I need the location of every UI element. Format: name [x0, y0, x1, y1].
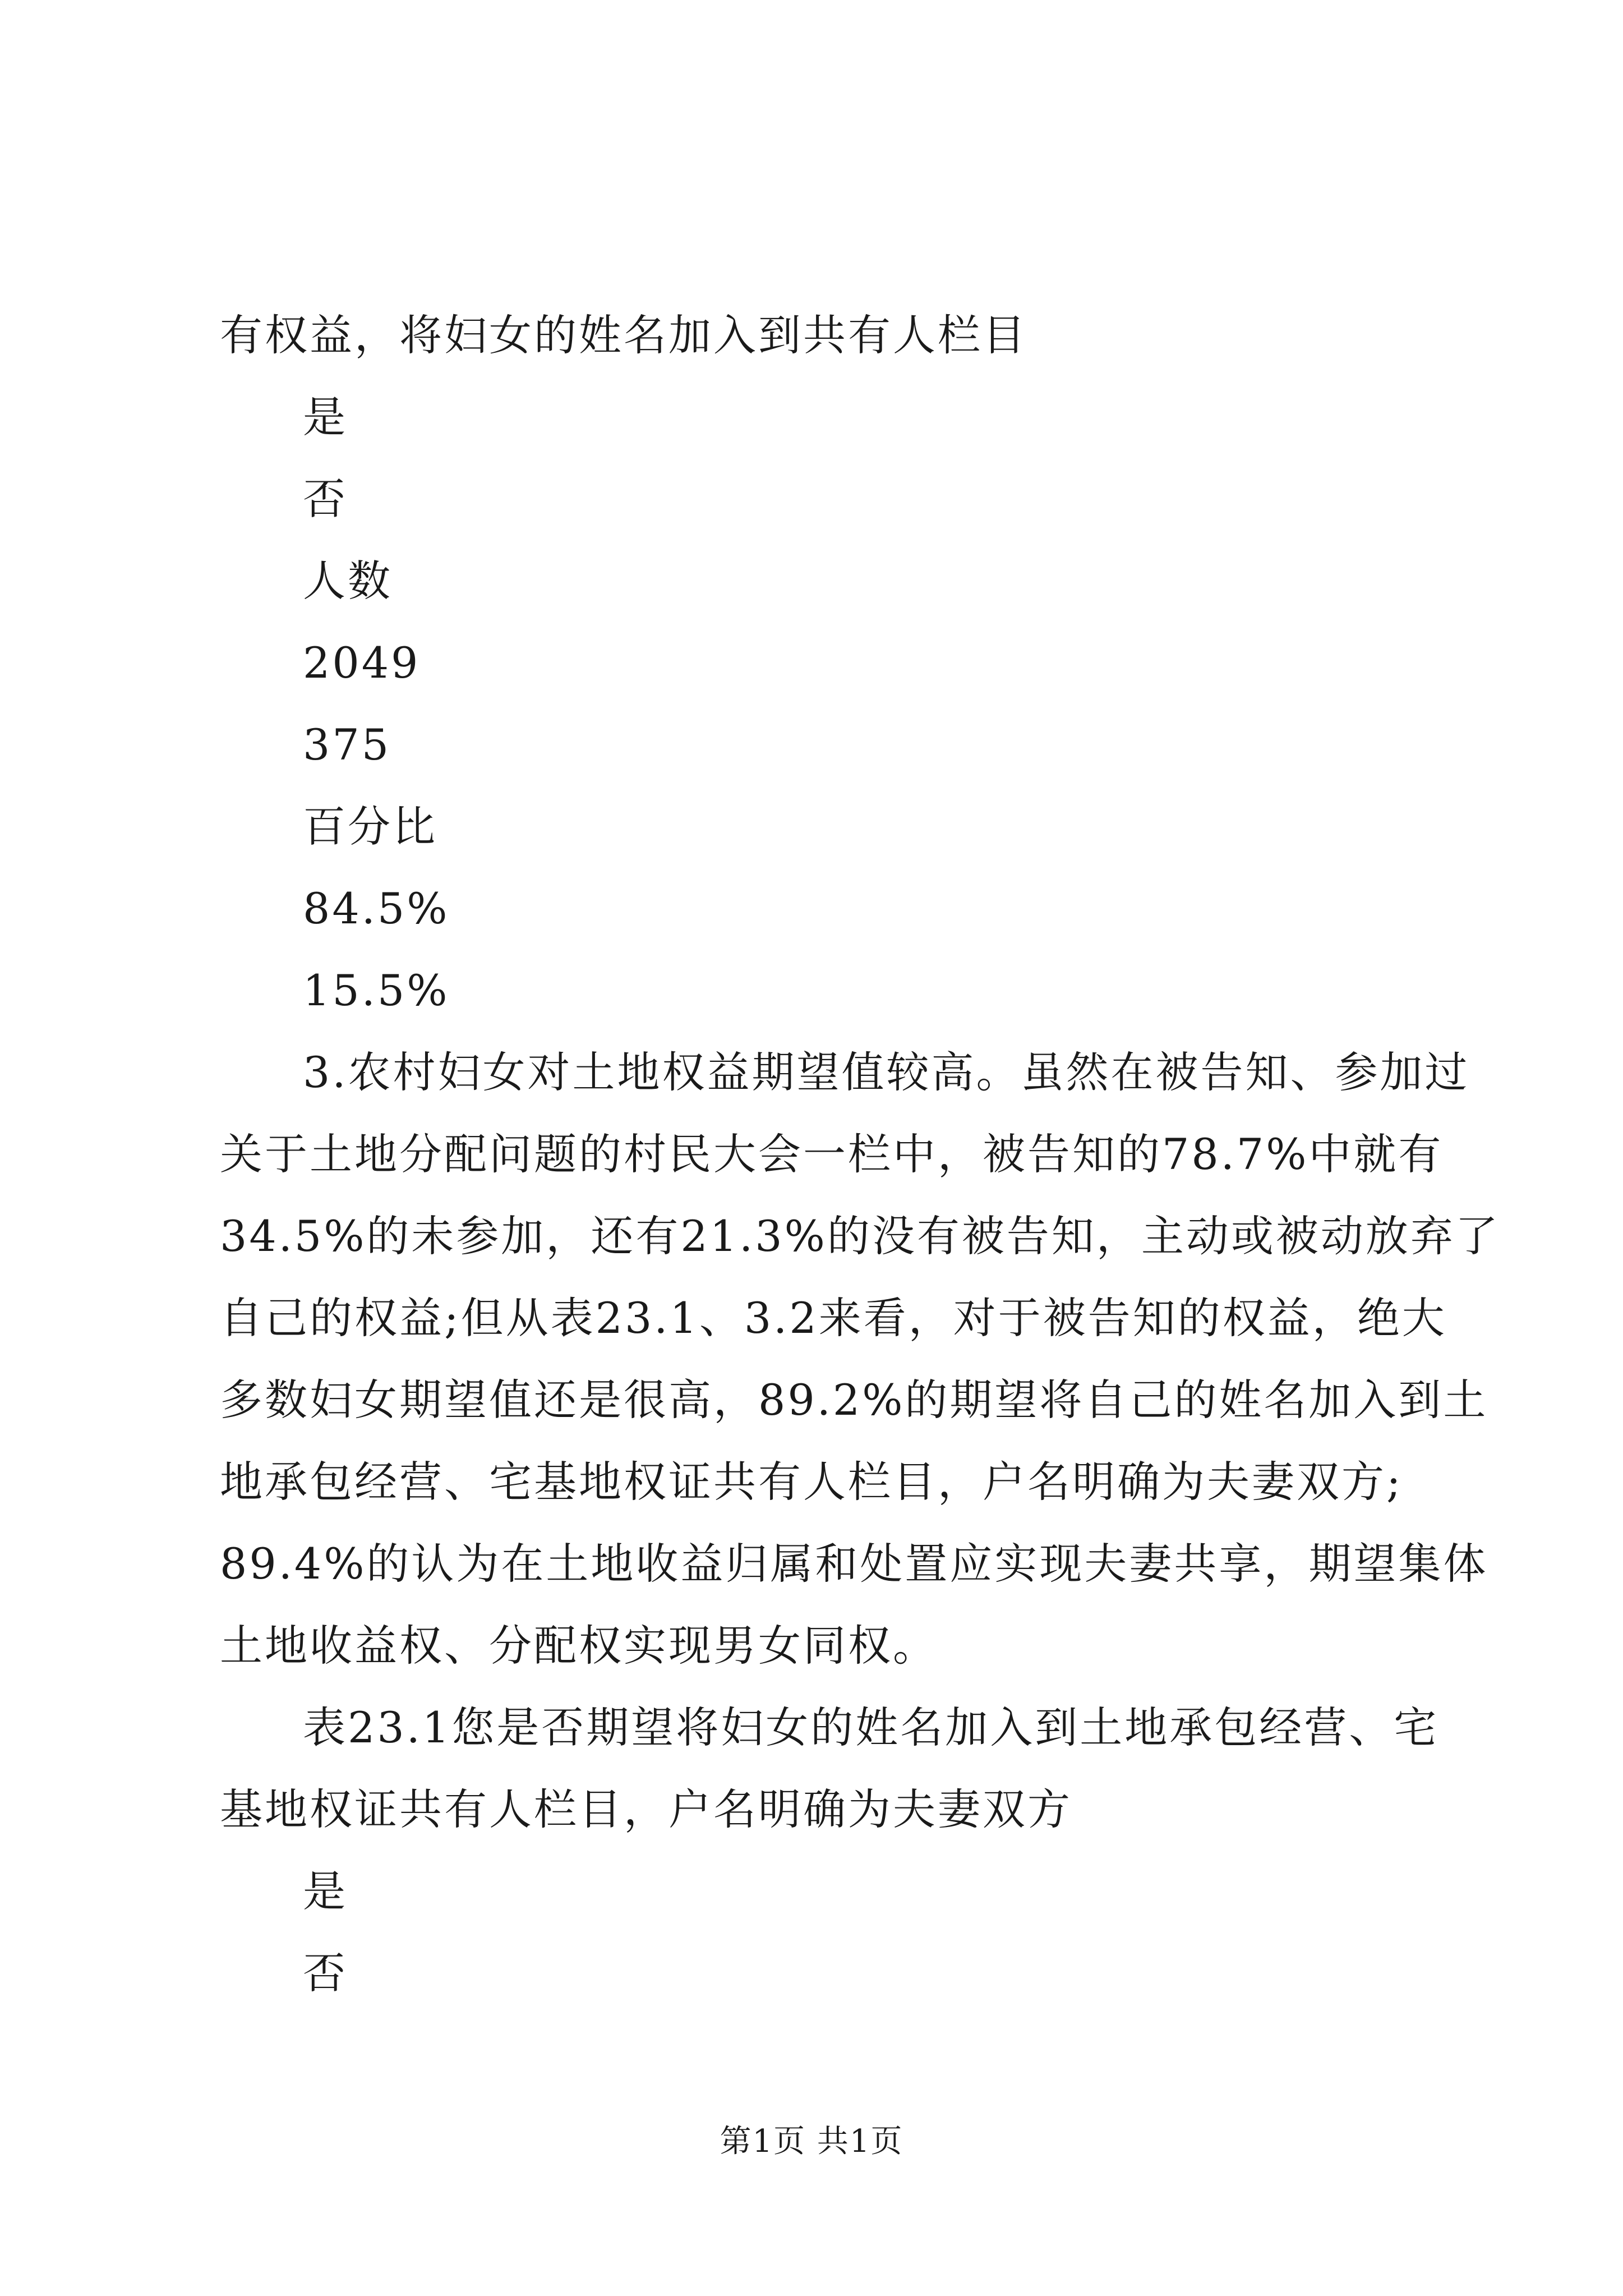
table-value-percent-yes: 84.5%	[303, 884, 450, 933]
paragraph-line: 多数妇女期望值还是很高，89.2%的期望将自己的姓名加入到土	[220, 1375, 1488, 1425]
paragraph-line: 自己的权益;但从表23.1、3.2来看，对于被告知的权益，绝大	[220, 1293, 1447, 1343]
paragraph-line: 地承包经营、宅基地权证共有人栏目，户名明确为夫妻双方;	[220, 1457, 1403, 1507]
paragraph-line: 34.5%的未参加，还有21.3%的没有被告知，主动或被动放弃了	[220, 1211, 1500, 1261]
table-option-yes: 是	[303, 392, 348, 442]
table-value-percent-no: 15.5%	[303, 965, 450, 1015]
table-option-yes: 是	[303, 1866, 348, 1916]
table-header-percent: 百分比	[303, 802, 437, 852]
text-line-continuation: 有权益，将妇女的姓名加入到共有人栏目	[220, 310, 1027, 360]
paragraph-line: 3.农村妇女对土地权益期望值较高。虽然在被告知、参加过	[303, 1047, 1470, 1097]
table-caption-line: 表23.1您是否期望将妇女的姓名加入到土地承包经营、宅	[303, 1703, 1439, 1752]
page-number-footer: 第1页 共1页	[720, 2123, 903, 2160]
table-value-count-no: 375	[303, 720, 391, 770]
table-header-count: 人数	[303, 556, 393, 606]
paragraph-line: 89.4%的认为在土地收益归属和处置应实现夫妻共享，期望集体	[220, 1539, 1488, 1589]
paragraph-line: 关于土地分配问题的村民大会一栏中，被告知的78.7%中就有	[220, 1129, 1444, 1179]
table-option-no: 否	[303, 474, 348, 524]
paragraph-line: 土地收益权、分配权实现男女同权。	[220, 1621, 938, 1671]
table-caption-line: 基地权证共有人栏目，户名明确为夫妻双方	[220, 1784, 1072, 1834]
table-option-no: 否	[303, 1948, 348, 1998]
table-value-count-yes: 2049	[303, 638, 421, 688]
